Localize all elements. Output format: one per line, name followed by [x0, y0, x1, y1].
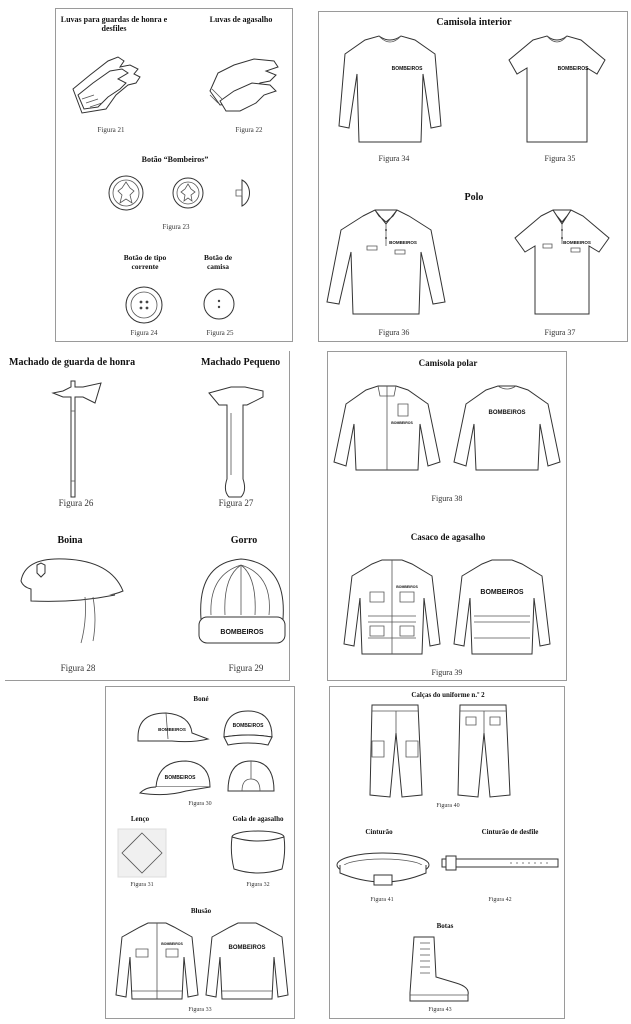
boots-illustration — [406, 935, 472, 1005]
blouson-chest-print: BOMBEIROS — [161, 942, 183, 946]
caption-fig31: Figura 31 — [130, 882, 154, 888]
panel-gloves-buttons — [55, 8, 293, 342]
title-beanie: Gorro — [230, 535, 258, 546]
title-winter-jacket: Casaco de agasalho — [410, 532, 486, 542]
beret-illustration — [15, 551, 127, 647]
short-polo-print: BOMBEIROS — [563, 240, 591, 245]
cap-front-print: BOMBEIROS — [232, 723, 264, 729]
caption-fig23: Figura 23 — [162, 223, 190, 231]
standard-button-illustration — [124, 285, 164, 325]
title-parade-belt: Cinturão de desfile — [481, 828, 539, 836]
caption-fig42: Figura 42 — [488, 897, 512, 903]
title-cap: Boné — [193, 695, 209, 703]
fleece-chest-print: BOMBEIROS — [391, 421, 413, 425]
caption-fig39: Figura 39 — [431, 668, 463, 677]
bombeiros-button-illustration — [106, 173, 256, 215]
shirt-button-illustration — [202, 287, 236, 321]
panel-axes-headwear — [5, 351, 290, 681]
caption-fig30: Figura 30 — [188, 801, 212, 807]
title-small-axe: Machado Pequeno — [201, 357, 281, 368]
fleece-front — [332, 382, 442, 474]
small-axe-illustration — [205, 383, 265, 501]
scarf-illustration — [116, 827, 168, 879]
caption-fig25: Figura 25 — [206, 329, 234, 337]
ceremonial-gloves-illustration — [68, 47, 148, 117]
winter-jacket-back — [452, 558, 552, 658]
caption-fig34: Figura 34 — [378, 154, 410, 163]
caption-fig28: Figura 28 — [60, 663, 96, 673]
belt-illustration — [334, 845, 432, 891]
fleece-back — [452, 382, 562, 474]
trousers-front — [364, 703, 426, 799]
title-undershirt: Camisola interior — [436, 17, 512, 28]
title-beret: Boina — [57, 535, 83, 546]
title-trousers: Calças do uniforme n.º 2 — [411, 691, 485, 699]
caption-fig37: Figura 37 — [544, 328, 576, 337]
jacket-back-print: BOMBEIROS — [480, 589, 524, 596]
caption-fig33: Figura 33 — [188, 1007, 212, 1013]
winter-jacket-front — [342, 558, 442, 658]
neck-warmer-illustration — [230, 829, 286, 875]
caption-fig29: Figura 29 — [228, 663, 264, 673]
blouson-front — [114, 921, 200, 1003]
polo-print: BOMBEIROS — [389, 240, 417, 245]
caption-fig35: Figura 35 — [544, 154, 576, 163]
caption-fig32: Figura 32 — [246, 882, 270, 888]
fleece-back-print: BOMBEIROS — [488, 410, 526, 416]
cap-front-view — [218, 707, 278, 751]
long-sleeve-undershirt — [335, 34, 445, 146]
panel-caps-blouson — [105, 686, 295, 1019]
short-sleeve-polo — [509, 208, 615, 320]
title-belt: Cinturão — [365, 828, 393, 836]
title-boots: Botas — [436, 922, 454, 930]
title-neck-warmer: Gola de agasalho — [232, 815, 284, 823]
ceremonial-axe-illustration — [49, 381, 105, 499]
long-sleeve-polo — [323, 208, 449, 320]
cap-side-print: BOMBEIROS — [158, 727, 186, 732]
cap-back-view — [224, 757, 278, 799]
title-bombeiros-button: Botão “Bombeiros” — [141, 155, 209, 164]
beanie-illustration — [195, 555, 289, 651]
title-winter-gloves: Luvas de agasalho — [209, 15, 273, 24]
caption-fig43: Figura 43 — [428, 1007, 452, 1013]
beanie-print: BOMBEIROS — [220, 629, 264, 636]
title-ceremonial-gloves: Luvas para guardas de honra e desfiles — [60, 15, 168, 34]
caption-fig26: Figura 26 — [58, 498, 94, 508]
cap-quarter-print: BOMBEIROS — [164, 775, 196, 781]
jacket-chest-print: BOMBEIROS — [396, 585, 418, 589]
title-scarf: Lenço — [130, 815, 150, 823]
title-shirt-button: Botão de camisa — [203, 253, 233, 271]
caption-fig36: Figura 36 — [378, 328, 410, 337]
caption-fig27: Figura 27 — [218, 498, 254, 508]
panel-trousers-belts-boots — [329, 686, 565, 1019]
blouson-back-print: BOMBEIROS — [228, 945, 266, 951]
title-fleece: Camisola polar — [418, 358, 478, 368]
title-standard-button: Botão de tipo corrente — [123, 253, 167, 271]
trousers-back — [452, 703, 514, 799]
cap-three-quarter-view — [136, 757, 216, 799]
title-blouson: Blusão — [190, 907, 212, 915]
caption-fig22: Figura 22 — [235, 126, 263, 134]
panel-shirts-polos — [318, 11, 628, 342]
parade-belt-illustration — [440, 855, 560, 871]
short-undershirt-print: BOMBEIROS — [557, 66, 589, 72]
caption-fig21: Figura 21 — [97, 126, 125, 134]
short-sleeve-undershirt — [505, 34, 609, 146]
caption-fig40: Figura 40 — [436, 803, 460, 809]
undershirt-print: BOMBEIROS — [391, 66, 423, 72]
title-ceremonial-axe: Machado de guarda de honra — [9, 357, 136, 368]
winter-gloves-illustration — [204, 51, 284, 117]
caption-fig41: Figura 41 — [370, 897, 394, 903]
caption-fig24: Figura 24 — [130, 329, 158, 337]
caption-fig38: Figura 38 — [431, 494, 463, 503]
blouson-back — [204, 921, 290, 1003]
panel-fleece-jacket — [327, 351, 567, 681]
title-polo: Polo — [464, 192, 484, 203]
cap-side-view — [132, 709, 212, 749]
